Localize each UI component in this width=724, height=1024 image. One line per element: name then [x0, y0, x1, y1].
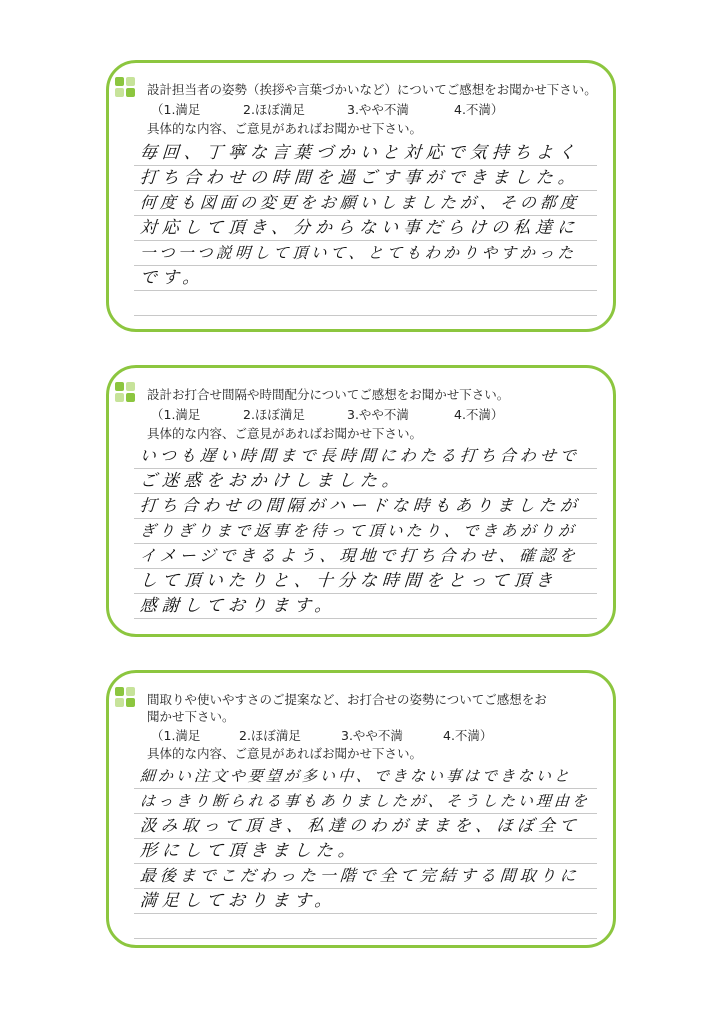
option-dissatisfied: 4.不満）	[443, 728, 493, 743]
option-mostly-satisfied: 2.ほぼ満足	[243, 102, 305, 117]
comment-line: 一つ一つ説明して頂いて、とてもわかりやすかった	[134, 241, 597, 266]
comment-line: ぎりぎりまで返事を待って頂いたり、できあがりが	[134, 519, 597, 544]
comment-prompt: 具体的な内容、ご意見があればお聞かせ下さい。	[147, 746, 423, 761]
comment-line: 打ち合わせの間隔がハードな時もありましたが	[134, 494, 597, 519]
comment-line: いつも遅い時間まで長時間にわたる打ち合わせで	[134, 444, 597, 469]
option-somewhat-dissatisfied: 3.やや不満	[347, 102, 409, 117]
comment-line	[134, 914, 597, 939]
handwritten-comment	[134, 444, 597, 619]
comment-line: 対応して頂き、分からない事だらけの私達に	[134, 216, 597, 241]
comment-line: 何度も図面の変更をお願いしましたが、その都度	[134, 191, 597, 216]
brand-logo-icon	[115, 687, 137, 709]
handwritten-comment	[134, 764, 597, 939]
option-satisfied: （1.満足	[151, 102, 201, 117]
comment-line: です。	[134, 266, 597, 291]
survey-card-meeting-schedule	[106, 365, 616, 637]
option-satisfied: （1.満足	[151, 728, 201, 743]
option-mostly-satisfied: 2.ほぼ満足	[239, 728, 301, 743]
option-mostly-satisfied: 2.ほぼ満足	[243, 407, 305, 422]
option-satisfied: （1.満足	[151, 407, 201, 422]
comment-line: ご迷惑をおかけしました。	[134, 469, 597, 494]
comment-line: 最後までこだわった一階で全て完結する間取りに	[134, 864, 597, 889]
option-dissatisfied: 4.不満）	[454, 102, 504, 117]
option-somewhat-dissatisfied: 3.やや不満	[347, 407, 409, 422]
brand-logo-icon	[115, 382, 137, 404]
comment-prompt: 具体的な内容、ご意見があればお聞かせ下さい。	[147, 426, 423, 441]
comment-line: イメージできるよう、現地で打ち合わせ、確認を	[134, 544, 597, 569]
option-somewhat-dissatisfied: 3.やや不満	[341, 728, 403, 743]
comment-line: 感謝しております。	[134, 594, 597, 619]
question-text: 設計担当者の姿勢（挨拶や言葉づかいなど）についてご感想をお聞かせ下さい。	[147, 82, 597, 97]
comment-line: 汲み取って頂き、私達のわがままを、ほぼ全て	[134, 814, 597, 839]
survey-card-designer-attitude	[106, 60, 616, 332]
comment-line: 形にして頂きました。	[134, 839, 597, 864]
handwritten-comment	[134, 141, 597, 316]
survey-card-floor-plan-proposal	[106, 670, 616, 948]
brand-logo-icon	[115, 77, 137, 99]
comment-line	[134, 291, 597, 316]
question-text: 間取りや使いやすさのご提案など、お打合せの姿勢についてご感想をお 聞かせ下さい。	[147, 692, 547, 724]
comment-line: はっきり断られる事もありましたが、そうしたい理由を	[134, 789, 597, 814]
option-dissatisfied: 4.不満）	[454, 407, 504, 422]
comment-prompt: 具体的な内容、ご意見があればお聞かせ下さい。	[147, 121, 423, 136]
comment-line: して頂いたりと、十分な時間をとって頂き	[134, 569, 597, 594]
comment-line: 満足しております。	[134, 889, 597, 914]
comment-line: 細かい注文や要望が多い中、できない事はできないと	[134, 764, 597, 789]
comment-line: 毎回、丁寧な言葉づかいと対応で気持ちよく	[134, 141, 597, 166]
question-text: 設計お打合せ間隔や時間配分についてご感想をお聞かせ下さい。	[147, 387, 510, 402]
comment-line: 打ち合わせの時間を過ごす事ができました。	[134, 166, 597, 191]
